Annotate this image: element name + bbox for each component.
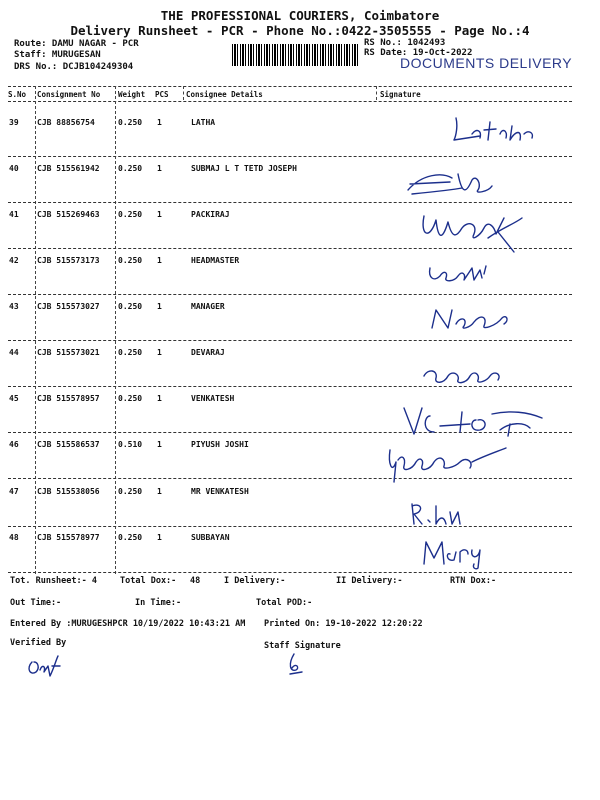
row-sno: 39 bbox=[9, 118, 19, 127]
row-sno: 44 bbox=[9, 348, 19, 357]
row-pcs: 1 bbox=[157, 210, 162, 219]
row-rule bbox=[8, 340, 572, 341]
i-delivery: I Delivery:- bbox=[224, 576, 286, 586]
row-weight: 0.250 bbox=[118, 533, 143, 542]
row-consignee: LATHA bbox=[191, 118, 216, 127]
row-consignee: PIYUSH JOSHI bbox=[191, 440, 249, 449]
row-sno: 42 bbox=[9, 256, 19, 265]
row-consignment: CJB 515573173 bbox=[37, 256, 100, 265]
row-weight: 0.250 bbox=[118, 256, 143, 265]
col-divider bbox=[35, 86, 36, 574]
staff-label: Staff: MURUGESAN bbox=[14, 50, 101, 60]
row-rule bbox=[8, 386, 572, 387]
verifier-signature bbox=[24, 652, 64, 682]
row-consignment: CJB 515578957 bbox=[37, 394, 100, 403]
signature-scribble bbox=[406, 498, 466, 528]
row-pcs: 1 bbox=[157, 256, 162, 265]
row-weight: 0.250 bbox=[118, 118, 143, 127]
row-sno: 43 bbox=[9, 302, 19, 311]
staff-signature-mark bbox=[284, 650, 308, 680]
tot-runsheet: Tot. Runsheet:- 4 bbox=[10, 576, 97, 586]
row-pcs: 1 bbox=[157, 440, 162, 449]
col-divider bbox=[115, 86, 116, 574]
col-signature: Signature bbox=[380, 90, 421, 99]
row-rule bbox=[8, 572, 572, 573]
entered-by: Entered By :MURUGESHPCR 10/19/2022 10:43:21 AM bbox=[10, 619, 246, 629]
staff-signature-label: Staff Signature bbox=[264, 641, 341, 651]
ii-delivery: II Delivery:- bbox=[336, 576, 403, 586]
row-sno: 40 bbox=[9, 164, 19, 173]
row-pcs: 1 bbox=[157, 302, 162, 311]
row-pcs: 1 bbox=[157, 533, 162, 542]
row-weight: 0.250 bbox=[118, 210, 143, 219]
row-consignee: SUBMAJ L T TETD JOSEPH bbox=[191, 164, 297, 173]
route-label: Route: DAMU NAGAR - PCR bbox=[14, 39, 139, 49]
barcode bbox=[232, 44, 358, 66]
row-consignment: CJB 515269463 bbox=[37, 210, 100, 219]
row-consignment: CJB 515573021 bbox=[37, 348, 100, 357]
signature-scribble bbox=[418, 362, 508, 386]
signature-scribble bbox=[384, 440, 514, 486]
row-sno: 46 bbox=[9, 440, 19, 449]
col-sno: S.No bbox=[8, 90, 27, 99]
total-dox-value: 48 bbox=[190, 576, 201, 586]
total-dox-label: Total Dox:- bbox=[120, 576, 177, 586]
col-details: Consignee Details bbox=[186, 90, 263, 99]
row-weight: 0.250 bbox=[118, 487, 143, 496]
table-top-rule bbox=[8, 86, 572, 87]
runsheet-subtitle: Delivery Runsheet - PCR - Phone No.:0422-3505555 - Page No.:4 bbox=[70, 23, 530, 38]
printed-on: Printed On: 19-10-2022 12:20:22 bbox=[264, 619, 423, 629]
row-weight: 0.250 bbox=[118, 394, 143, 403]
rtn-dox: RTN Dox:- bbox=[450, 576, 497, 586]
verified-by-label: Verified By bbox=[10, 638, 67, 648]
row-consignee: DEVARAJ bbox=[191, 348, 225, 357]
row-consignment: CJB 515538056 bbox=[37, 487, 100, 496]
signature-scribble bbox=[400, 402, 550, 442]
row-pcs: 1 bbox=[157, 487, 162, 496]
company-title: THE PROFESSIONAL COURIERS, Coimbatore bbox=[160, 8, 440, 23]
signature-scribble bbox=[418, 208, 528, 256]
row-weight: 0.250 bbox=[118, 302, 143, 311]
row-consignee: SUBBAYAN bbox=[191, 533, 230, 542]
row-sno: 41 bbox=[9, 210, 19, 219]
drs-number: DRS No.: DCJB104249304 bbox=[14, 62, 134, 72]
col-weight: Weight bbox=[118, 90, 146, 99]
row-weight: 0.250 bbox=[118, 164, 143, 173]
row-sno: 47 bbox=[9, 487, 19, 496]
row-pcs: 1 bbox=[157, 394, 162, 403]
out-time: Out Time:- bbox=[10, 598, 62, 608]
row-weight: 0.510 bbox=[118, 440, 143, 449]
row-pcs: 1 bbox=[157, 164, 162, 173]
row-rule bbox=[8, 202, 572, 203]
header-rule bbox=[8, 101, 572, 102]
row-consignment: CJB 515573027 bbox=[37, 302, 100, 311]
row-consignee: MANAGER bbox=[191, 302, 225, 311]
signature-scribble bbox=[424, 262, 494, 286]
signature-scribble bbox=[418, 536, 488, 570]
row-consignment: CJB 515561942 bbox=[37, 164, 100, 173]
row-sno: 45 bbox=[9, 394, 19, 403]
row-pcs: 1 bbox=[157, 348, 162, 357]
row-weight: 0.250 bbox=[118, 348, 143, 357]
row-consignee: VENKATESH bbox=[191, 394, 235, 403]
row-consignee: MR VENKATESH bbox=[191, 487, 249, 496]
row-consignment: CJB 515586537 bbox=[37, 440, 100, 449]
signature-scribble bbox=[450, 112, 540, 148]
rs-date: RS Date: 19-Oct-2022 bbox=[364, 48, 473, 58]
in-time: In Time:- bbox=[135, 598, 182, 608]
rs-number: RS No.: 1042493 bbox=[364, 38, 446, 48]
row-consignee: HEADMASTER bbox=[191, 256, 240, 265]
signature-scribble bbox=[402, 164, 498, 202]
documents-delivery-stamp: DOCUMENTS DELIVERY bbox=[400, 55, 573, 71]
row-sno: 48 bbox=[9, 533, 19, 542]
row-consignment: CJB 88856754 bbox=[37, 118, 95, 127]
row-rule bbox=[8, 526, 572, 527]
row-rule bbox=[8, 294, 572, 295]
col-consignment: Consignment No bbox=[37, 90, 101, 99]
col-divider bbox=[376, 86, 377, 100]
row-consignee: PACKIRAJ bbox=[191, 210, 230, 219]
row-rule bbox=[8, 156, 572, 157]
total-pod: Total POD:- bbox=[256, 598, 313, 608]
signature-scribble bbox=[426, 304, 516, 334]
col-divider bbox=[183, 86, 184, 100]
row-consignment: CJB 515578977 bbox=[37, 533, 100, 542]
row-pcs: 1 bbox=[157, 118, 162, 127]
col-pcs: PCS bbox=[155, 90, 169, 99]
